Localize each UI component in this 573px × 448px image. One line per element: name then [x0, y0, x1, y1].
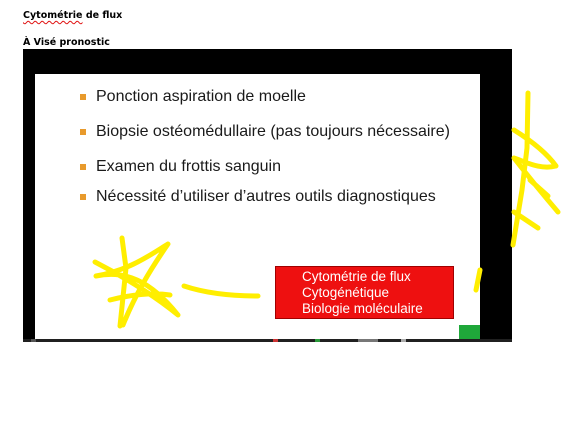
square-bullet-icon: [80, 129, 86, 135]
bullet-item: [80, 157, 475, 176]
taskbar-icon: [31, 339, 36, 342]
diagnostic-tools-box: [275, 266, 454, 319]
taskbar-icon: [358, 339, 378, 342]
diagnostic-tool-item: Cytométrie de flux: [302, 269, 411, 284]
diagnostic-tool-item: Biologie moléculaire: [302, 301, 423, 316]
taskbar-icon: [315, 339, 320, 342]
square-bullet-icon: [80, 94, 86, 100]
taskbar-icon: [401, 339, 406, 342]
presentation-slide: [35, 74, 480, 339]
taskbar-strip: [23, 339, 512, 342]
document-subtitle: À Visé pronostic: [23, 37, 110, 48]
square-bullet-icon: [80, 164, 86, 170]
bullet-text: Ponction aspiration de moelle: [96, 88, 306, 105]
bullet-text: Nécessité d’utiliser d’autres outils diagnostiques: [96, 188, 436, 205]
diagnostic-tool-item: Cytogénétique: [302, 285, 390, 300]
document-title: [23, 10, 122, 21]
bullet-list: [80, 87, 475, 206]
square-bullet-icon: [80, 194, 86, 200]
document-title-keyword: Cytométrie: [23, 10, 83, 21]
video-frame[interactable]: [23, 49, 512, 342]
status-indicator: [459, 325, 480, 339]
bullet-item: [80, 187, 475, 206]
document-title-rest: de flux: [82, 10, 123, 21]
bullet-item: [80, 87, 475, 106]
bullet-text: Examen du frottis sanguin: [96, 158, 281, 175]
bullet-item: [80, 122, 475, 141]
taskbar-icon: [273, 339, 278, 342]
bullet-text: Biopsie ostéomédullaire (pas toujours nécessaire): [96, 123, 450, 140]
